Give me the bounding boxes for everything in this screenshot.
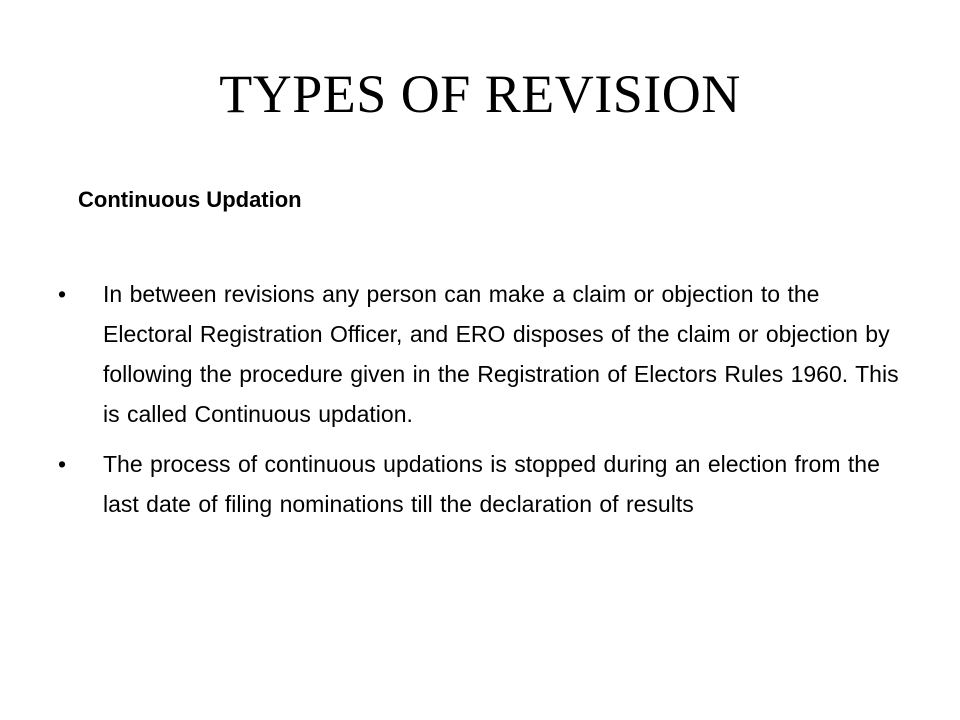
bullet-text: The process of continuous updations is stopped during an election from the last date of filing nominations till the declaration of results: [103, 451, 880, 517]
bullet-item: [0, 274, 903, 434]
bullet-icon: •: [58, 451, 67, 477]
bullet-item: [0, 444, 903, 524]
slide-title: TYPES OF REVISION: [219, 64, 741, 124]
bullet-list: [0, 274, 960, 524]
bullet-text: In between revisions any person can make a claim or objection to the Electoral Registration Officer, and ERO disposes of the claim or objection by following the procedure given in the Registration of Electors Rules 1960. This is called Continuous updation.: [103, 281, 899, 427]
bullet-icon: •: [58, 281, 67, 307]
slide-subtitle: Continuous Updation: [78, 187, 302, 212]
